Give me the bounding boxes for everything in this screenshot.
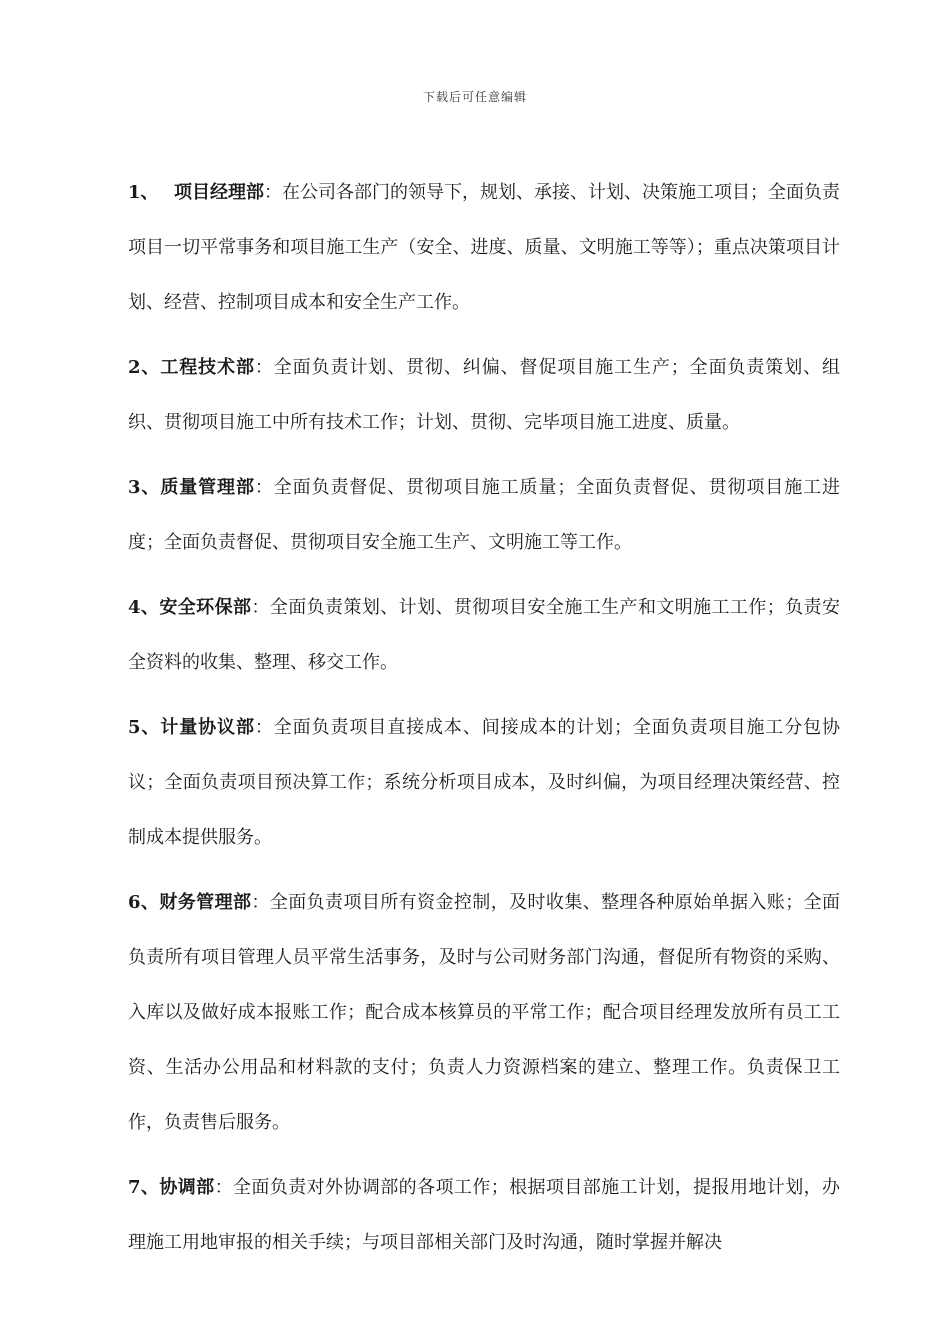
- header-note: 下载后可任意编辑: [422, 90, 527, 104]
- section-number: 6、: [128, 892, 160, 913]
- section-3: [128, 460, 840, 570]
- section-title: 项目经理部: [174, 182, 264, 203]
- document-body: [128, 165, 840, 1280]
- section-text: 全面负责策划、计划、贯彻项目安全施工生产和文明施工工作；负责安全资料的收集、整理、移交工作。: [128, 597, 841, 673]
- section-number: 2、: [128, 357, 161, 378]
- section-7: [128, 1160, 840, 1270]
- section-6: [128, 875, 840, 1150]
- section-number: 1、: [128, 182, 159, 203]
- section-text: 全面负责督促、贯彻项目施工质量；全面负责督促、贯彻项目施工进度；全面负责督促、贯彻项目安全施工生产、文明施工等工作。: [128, 477, 841, 553]
- section-title: 质量管理部: [160, 477, 255, 498]
- section-number: 5、: [128, 717, 161, 738]
- section-number: 7、: [128, 1177, 160, 1198]
- section-colon: ：: [254, 717, 274, 738]
- section-2: [128, 340, 840, 450]
- section-4: [128, 580, 840, 690]
- section-title: 财务管理部: [159, 892, 252, 913]
- section-text: 全面负责项目直接成本、间接成本的计划；全面负责项目施工分包协议；全面负责项目预决算工作；系统分析项目成本，及时纠偏，为项目经理决策经营、控制成本提供服务。: [128, 717, 841, 848]
- section-text: 在公司各部门的领导下，规划、承接、计划、决策施工项目；全面负责项目一切平常事务和项目施工生产（安全、进度、质量、文明施工等等）；重点决策项目计划、经营、控制项目成本和安全生产工作。: [128, 182, 840, 313]
- section-text: 全面负责对外协调部的各项工作；根据项目部施工计划，提报用地计划，办理施工用地审报的相关手续；与项目部相关部门及时沟通，随时掌握并解决: [128, 1177, 841, 1253]
- section-colon: ：: [251, 597, 270, 618]
- section-colon: ：: [254, 477, 274, 498]
- section-1: [128, 165, 840, 330]
- section-title: 安全环保部: [159, 597, 252, 618]
- section-5: [128, 700, 840, 865]
- section-number: 4、: [128, 597, 160, 618]
- section-text: 全面负责计划、贯彻、纠偏、督促项目施工生产；全面负责策划、组织、贯彻项目施工中所有技术工作；计划、贯彻、完毕项目施工进度、质量。: [128, 357, 841, 433]
- section-title: 协调部: [159, 1177, 215, 1198]
- section-colon: ：: [254, 357, 274, 378]
- section-text: 全面负责项目所有资金控制，及时收集、整理各种原始单据入账；全面负责所有项目管理人员平常生活事务，及时与公司财务部门沟通，督促所有物资的采购、入库以及做好成本报账工作；配合成本核算员的平常工作；配合项目经理发放所有员工工资、生活办公用品和材料款的支付；负责人力资源档案的建立、整理工作。负责保卫工作，负责售后服务。: [128, 892, 841, 1133]
- section-number: 3、: [128, 477, 161, 498]
- section-colon: ：: [251, 892, 270, 913]
- section-colon: ：: [264, 182, 282, 203]
- section-title: 计量协议部: [160, 717, 255, 738]
- section-title: 工程技术部: [160, 357, 255, 378]
- section-colon: ：: [214, 1177, 233, 1198]
